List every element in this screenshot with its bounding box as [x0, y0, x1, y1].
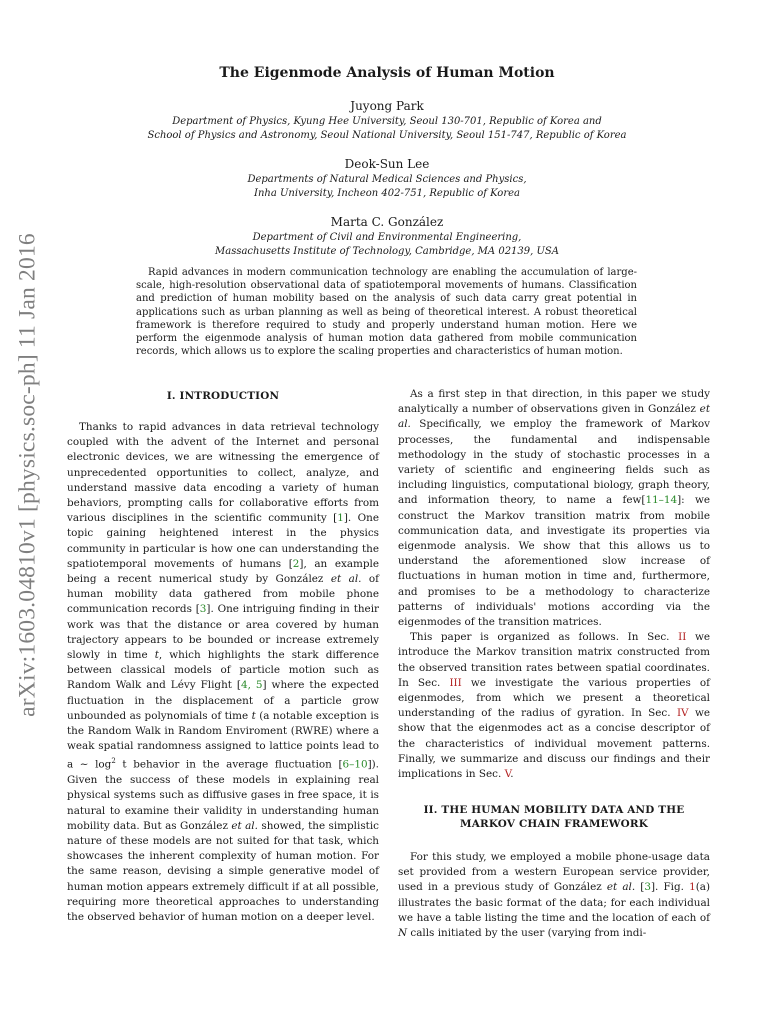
author-affiliation: Inha University, Incheon 402-751, Republic of Korea — [254, 188, 520, 199]
heading-line: MARKOV CHAIN FRAMEWORK — [460, 818, 648, 830]
author-affiliation: Massachusetts Institute of Technology, Cambridge, MA 02139, USA — [215, 246, 559, 257]
superscript: 2 — [111, 757, 116, 766]
paragraph — [398, 387, 710, 630]
text-run: , which highlights the stark difference between classical models of particle motion such as Random Walk and Lévy Flight [ — [67, 649, 379, 692]
section-link[interactable]: IV — [676, 707, 689, 720]
text-run: ]). Given the success of these models in explaining real physical systems such as diffusive gases in free space, it is natural to examine their validity in understanding human mobility data. But as González — [67, 758, 379, 832]
figure-link[interactable]: 1 — [689, 881, 696, 894]
text-run: showed, the simplistic nature of these models are not suited for that task, which showcases the inherent complexity of human motion. For the same reason, devising a simple generative model of human motion appears extremely difficult if at all possible, requiring more theoretical approaches to understanding the observed behavior of human motion on a deeper level. — [67, 819, 379, 923]
text-run: ]. Fig. — [650, 881, 690, 894]
text-run: calls initiated by the user (varying from indi- — [407, 927, 647, 940]
arxiv-side-stamp — [6, 210, 50, 740]
right-column-section-two — [398, 850, 710, 941]
et-al: et al. — [606, 881, 636, 894]
abstract: Rapid advances in modern communication technology are enabling the accumulation of large-scale, high-resolution observational data of spatiotemporal movements of humans. Classification and prediction of human mobility based on the analysis of such data carry great potential in applications such as urban planning as well as being of theoretical interest. A robust theoretical framework is therefore required to study and properly understand human motion. Here we perform the eigenmode analysis of human motion data gathered from mobile communication records, which allows us to explore the scaling properties and characteristics of human motion. — [136, 267, 637, 358]
et-al: et al. — [231, 819, 258, 832]
text-run: . — [510, 768, 514, 781]
paragraph — [67, 420, 379, 925]
et-al: et al. — [330, 573, 362, 586]
citation-link[interactable]: 4, 5 — [241, 679, 263, 692]
et-al: et al. — [398, 403, 710, 431]
text-run: we show that the eigenmodes act as a concise descriptor of the characteristics of individual movement patterns. Finally, we summarize and discuss our findings and their implications in Sec. — [398, 707, 710, 781]
text-run: ]. One topic gaining heightened interest in the physics community in particular is how one can understanding the spatiotemporal movements of humans [ — [67, 512, 379, 570]
text-run: ]. One intriguing finding in their work was that the distance or area covered by human trajectory appears to be bounded or increase extremely slowly in time — [67, 603, 379, 662]
text-run: (a) illustrates the basic format of the data; for each individual we have a table listing the time and the location of each of — [398, 881, 711, 924]
math-variable: t — [251, 709, 256, 722]
arxiv-identifier: arXiv:1603.04810v1 [physics.soc-ph] 11 Jan 2016 — [14, 233, 41, 717]
author-name: Marta C. González — [330, 215, 444, 229]
section-link[interactable]: III — [449, 676, 462, 689]
section-heading-introduction: I. INTRODUCTION — [166, 390, 280, 402]
author-affiliation: School of Physics and Astronomy, Seoul National University, Seoul 151-747, Republic of Korea — [147, 130, 627, 141]
math-variable: N — [398, 927, 408, 940]
text-run: (a notable exception is the Random Walk in Random Enviroment (RWRE) where a weak spatial randomness assigned to lattice points lead to a ∼ log — [67, 709, 379, 771]
text-run: Specifically, we employ the framework of Markov processes, the fundamental and indispensable methodology in the study of stochastic processes in a variety of scientific and engineering fields such as including linguistics, computational biology, graph theory, and information theory, to name a few[ — [398, 418, 710, 507]
author-name: Deok-Sun Lee — [344, 157, 430, 171]
citation-link[interactable]: 3 — [644, 881, 651, 894]
text-run: For this study, we employed a mobile phone-usage data set provided from a western European service provider, used in a previous study of González — [398, 851, 710, 894]
math-variable: t — [154, 649, 159, 662]
text-run: we investigate the various properties of eigenmodes, from which we present a theoretical understanding of the radius of gyration. In Sec. — [398, 676, 710, 720]
text-run: Thanks to rapid advances in data retrieval technology coupled with the advent of the Internet and personal electronic devices, we are witnessing the emergence of unprecedented opportunities to collect, analyze, and understand massive data encoding a variety of human behaviors, prompting calls for collaborative efforts from various disciplines in the scientific community [ — [67, 421, 379, 525]
text-run: t behavior in the average fluctuation [ — [115, 758, 343, 771]
author-affiliation: Department of Civil and Environmental Engineering, — [252, 232, 522, 243]
citation-link[interactable]: 2 — [292, 557, 300, 570]
text-run: we introduce the Markov transition matrix constructed from the observed transition rates between spatial coordinates. In Sec. — [398, 631, 710, 689]
citation-link[interactable]: 11–14 — [645, 494, 678, 507]
text-run: [ — [635, 881, 645, 894]
section-link[interactable]: V — [504, 768, 511, 781]
section-heading-data — [398, 803, 710, 831]
section-link[interactable]: II — [678, 631, 687, 644]
author-name: Juyong Park — [350, 99, 424, 113]
paragraph — [398, 850, 710, 941]
heading-line: II. THE HUMAN MOBILITY DATA AND THE — [423, 804, 685, 816]
text-run: ]: we construct the Markov transition matrix from mobile communication data, and investigate its properties via eigenmode analysis. We show that this allows us to understand the aforementioned slow increase of fluctuations in human motion in time and, furthermore, and promises to be a methodology to characterize patterns of individuals' motions according via the eigenmodes of the transition matrices. — [398, 494, 710, 629]
text-run: This paper is organized as follows. In Sec. — [410, 631, 679, 644]
author-affiliation: Department of Physics, Kyung Hee University, Seoul 130-701, Republic of Korea and — [172, 116, 602, 127]
author-affiliation: Departments of Natural Medical Sciences and Physics, — [247, 174, 527, 185]
citation-link[interactable]: 6–10 — [342, 758, 368, 771]
left-column — [67, 420, 379, 925]
paper-title: The Eigenmode Analysis of Human Motion — [219, 65, 555, 81]
text-run: ], an example being a recent numerical study by González — [67, 557, 379, 586]
text-run: ] where the expected fluctuation in the displacement of a particle grow unbounded as polynomials of time — [67, 679, 380, 722]
paragraph — [398, 630, 710, 782]
citation-link[interactable]: 3 — [199, 603, 207, 616]
citation-link[interactable]: 1 — [337, 512, 344, 525]
text-run: As a first step in that direction, in this paper we study analytically a number of observations given in González — [398, 388, 710, 416]
right-column — [398, 387, 710, 782]
text-run: of human mobility data gathered from mobile phone communication records [ — [67, 573, 379, 616]
